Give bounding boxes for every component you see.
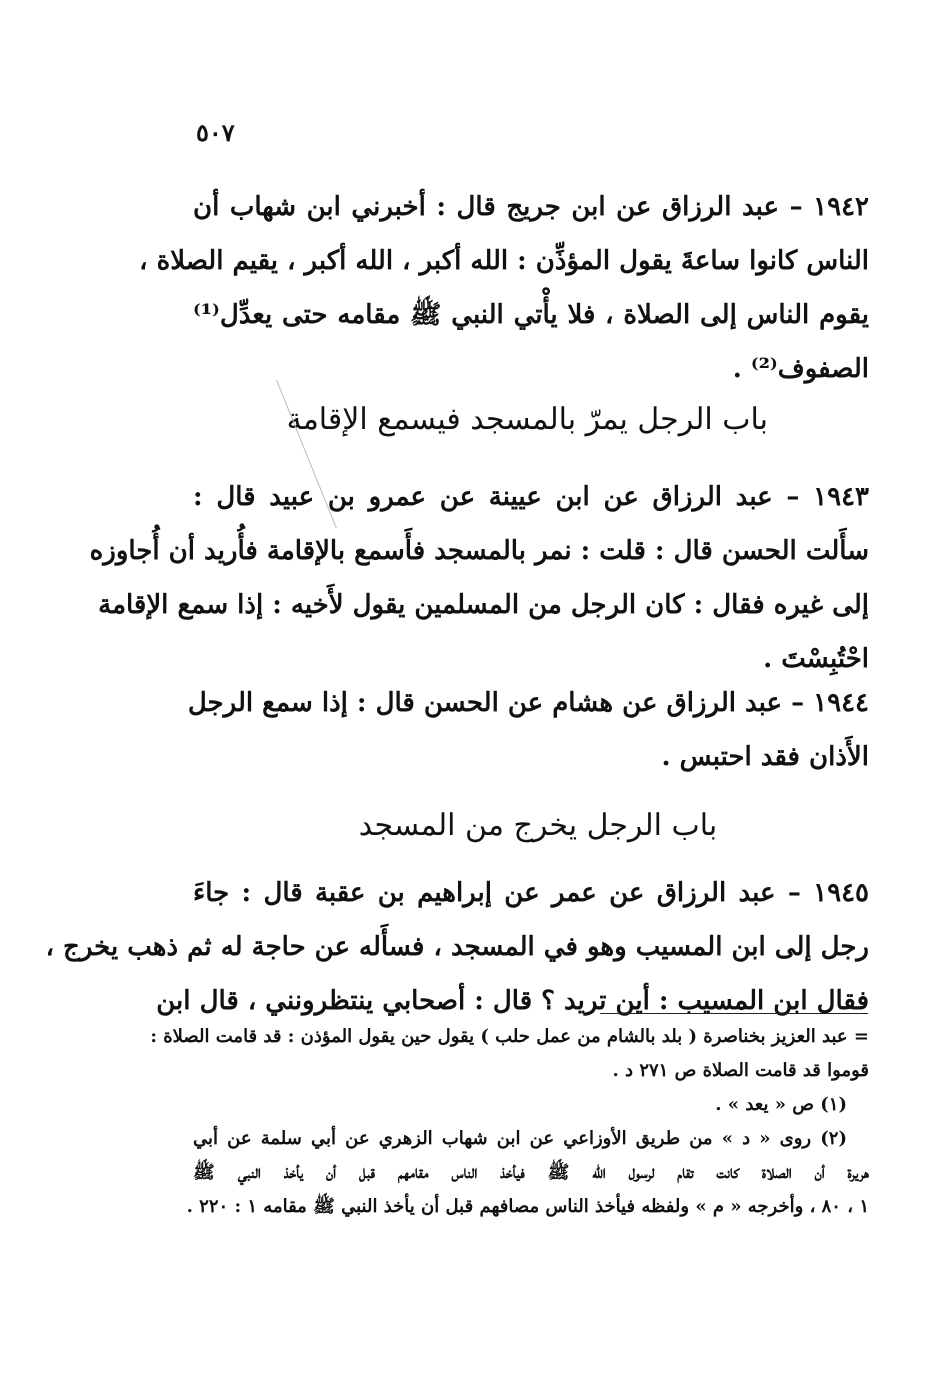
paragraph-line: ١٩٤٤ – عبد الرزاق عن هشام عن الحسن قال : إذا سمع الرجل xyxy=(187,688,869,718)
footnote-2-line: هريرة أن الصلاة كانت تقام لرسول الله ﷺ فيأخذ الناس مقامهم قبل أن يأخذ النبي ﷺ xyxy=(193,1162,869,1183)
hadith-1944 xyxy=(187,676,869,784)
paragraph-line: ١٩٤٣ – عبد الرزاق عن ابن عيينة عن عمرو بن عبيد قال : xyxy=(193,482,869,512)
paragraph-line: احْتُبِسْتَ . xyxy=(763,644,869,674)
hadith-1945 xyxy=(45,866,869,1028)
paragraph-line: رجل إلى ابن المسيب وهو في المسجد ، فسأَله عن حاجة له ثم ذهب يخرج ، xyxy=(45,932,869,962)
paragraph-line: إلى غيره فقال : كان الرجل من المسلمين يقول لأَخيه : إذا سمع الإقامة xyxy=(98,590,869,620)
chapter-heading: باب الرجل يخرج من المسجد xyxy=(358,808,718,843)
paragraph-line: الأَذان فقد احتبس . xyxy=(661,742,869,772)
paragraph-line: ١٩٤٥ – عبد الرزاق عن عمر عن إبراهيم بن عقبة قال : جاءَ xyxy=(193,878,869,908)
footnote-2-line: (٢) روى « د » من طريق الأوزاعي عن ابن شهاب الزهري عن أبي سلمة عن أبي xyxy=(193,1128,847,1149)
page-number: ٥٠٧ xyxy=(196,118,235,147)
paragraph-line: الصفوف⁽²⁾ . xyxy=(732,354,869,384)
paragraph-line: سأَلت الحسن قال : قلت : نمر بالمسجد فأَسمع بالإقامة فأُريد أن أُجاوزه xyxy=(89,536,869,566)
chapter-heading: باب الرجل يمرّ بالمسجد فيسمع الإقامة xyxy=(286,402,768,437)
footnote-2-line: ١ ، ٨٠ ، وأخرجه « م » ولفظه فيأخذ الناس مصافهم قبل أن يأخذ النبي ﷺ مقامه ١ : ٢٢٠ . xyxy=(186,1196,869,1217)
footnote-line: قوموا قد قامت الصلاة ص ٢٧١ د . xyxy=(612,1060,869,1081)
footnote-divider xyxy=(600,1013,868,1014)
footnotes xyxy=(150,1020,869,1224)
paragraph-line: فقال ابن المسيب : أين تريد ؟ قال : أصحابي ينتظرونني ، قال ابن xyxy=(156,986,869,1016)
paragraph-line: ١٩٤٢ – عبد الرزاق عن ابن جريج قال : أخبرني ابن شهاب أن xyxy=(193,192,869,222)
paragraph-line: يقوم الناس إلى الصلاة ، فلا يأْتي النبي ﷺ مقامه حتى يعدِّل⁽¹⁾ xyxy=(193,300,869,330)
footnote-line: = عبد العزيز بخناصرة ( بلد بالشام من عمل حلب ) يقول حين يقول المؤذن : قد قامت الصلاة : xyxy=(150,1026,869,1047)
hadith-1942 xyxy=(139,180,869,396)
paragraph-line: الناس كانوا ساعةَ يقول المؤذِّن : الله أكبر ، الله أكبر ، يقيم الصلاة ، xyxy=(139,246,869,276)
footnote-1: (١) ص « يعد » . xyxy=(715,1094,847,1115)
hadith-1943 xyxy=(89,470,869,686)
